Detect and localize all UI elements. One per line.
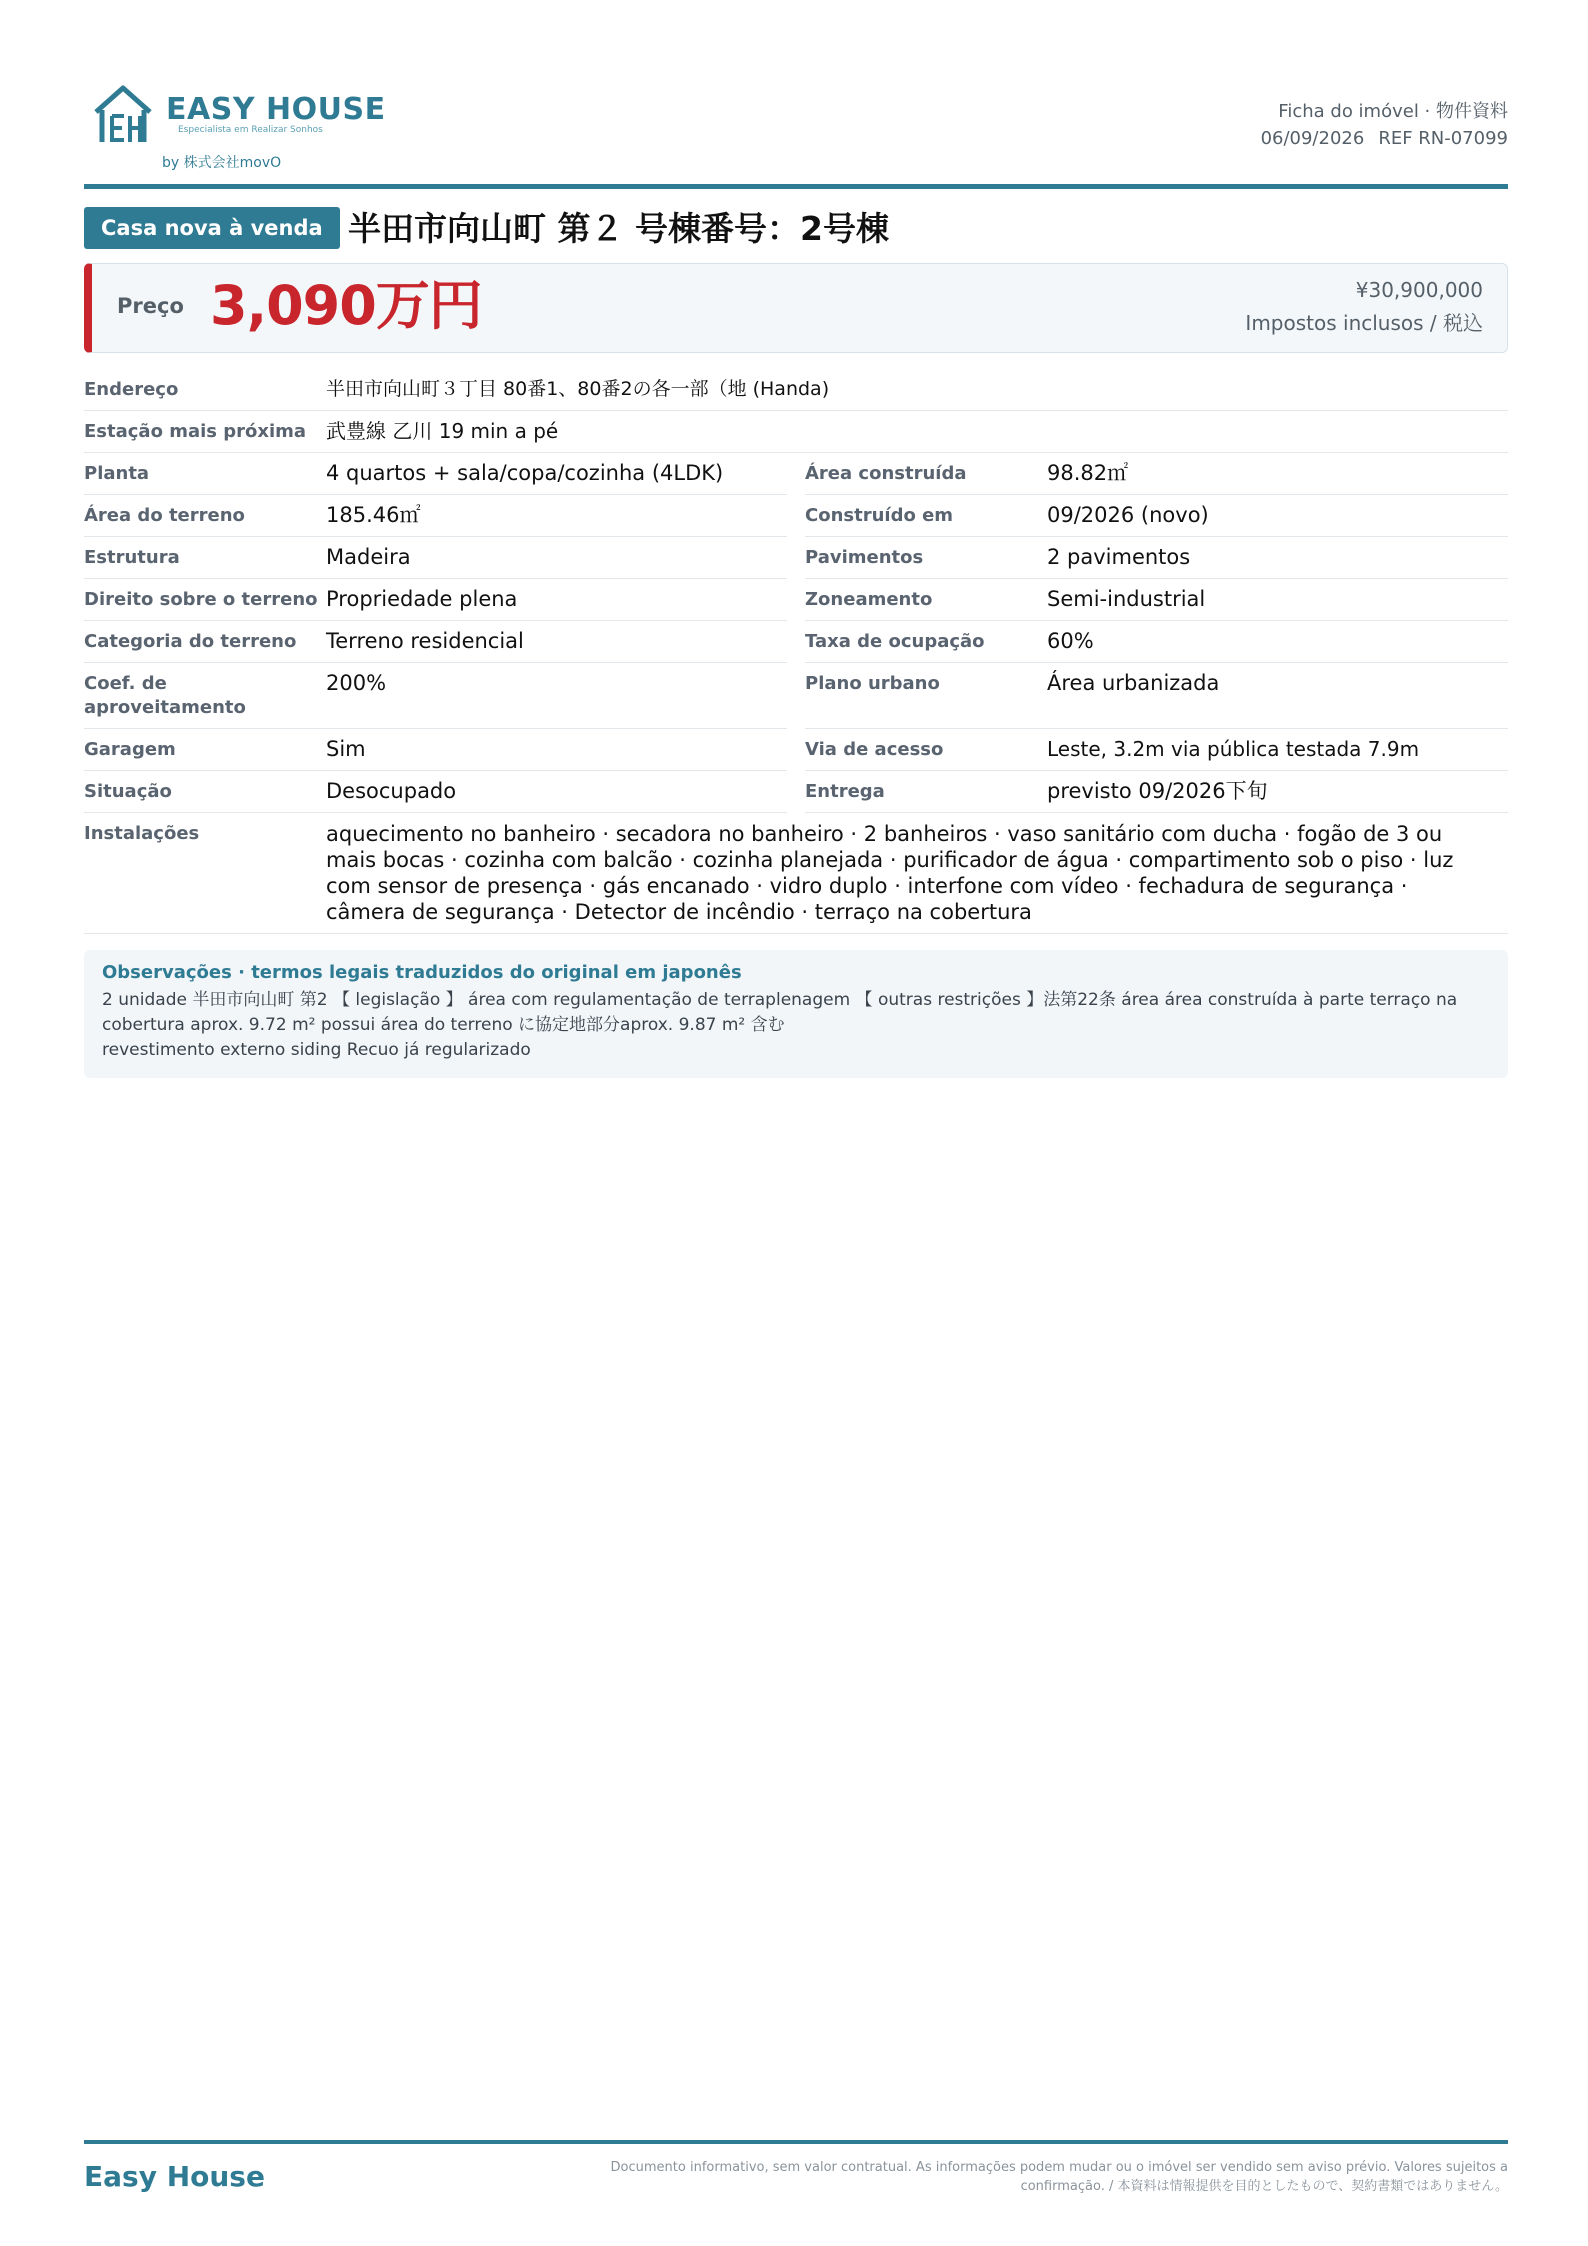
spec-cell — [84, 663, 787, 729]
brand-tagline: Especialista em Realizar Sonhos — [178, 125, 323, 135]
price-tax-note: Impostos inclusos / 税込 — [1245, 311, 1483, 335]
spec-value: 半田市向山町３丁目 80番1、80番2の各一部（地 (Handa) — [326, 378, 830, 400]
spec-label: Coef. de aproveitamento — [84, 673, 246, 718]
document-meta — [1261, 98, 1508, 152]
spec-label: Plano urbano — [805, 673, 940, 694]
spec-label: Estação mais próxima — [84, 421, 307, 442]
spec-value: previsto 09/2026下旬 — [1047, 779, 1268, 803]
spec-cell — [805, 771, 1508, 813]
specs-table — [84, 369, 1508, 934]
price-yen: ¥30,900,000 — [1355, 278, 1483, 302]
date-ref-line — [1261, 125, 1508, 152]
brand-logo — [90, 82, 386, 172]
spec-cell — [84, 453, 787, 495]
spec-label: Entrega — [805, 781, 885, 802]
spec-label: Endereço — [84, 379, 179, 400]
spec-label: Direito sobre o terreno — [84, 589, 318, 610]
spec-row — [84, 663, 1508, 729]
price-value: 3,090万円 — [210, 274, 482, 337]
spec-value: 4 quartos + sala/copa/cozinha (4LDK) — [326, 461, 724, 485]
property-title: 半田市向山町 第２ 号棟番号：2号棟 — [348, 209, 889, 248]
spec-value: 2 pavimentos — [1047, 545, 1191, 569]
spec-cell — [84, 729, 787, 771]
spec-value: 185.46㎡ — [326, 503, 421, 527]
spec-value: Semi-industrial — [1047, 587, 1206, 611]
spec-value: 98.82㎡ — [1047, 461, 1129, 485]
spec-cell — [805, 579, 1508, 621]
notes-line: revestimento externo siding Recuo já regularizado — [102, 1040, 531, 1060]
brand-name: EASY HOUSE — [166, 92, 386, 127]
notes-box — [84, 950, 1508, 1078]
spec-row — [84, 453, 1508, 495]
spec-label: Planta — [84, 463, 150, 484]
spec-row — [84, 621, 1508, 663]
notes-line: 2 unidade 半田市向山町 第2 【 legislação 】 área com regulamentação de terraplenagem 【 outras restrições 】法第22条 área área construída à parte terraço na cobertura aprox. 9.72 m² possui área do terreno に協定地部分aprox. 9.87 m² 含む — [102, 990, 1458, 1035]
price-label: Preço — [117, 294, 184, 318]
spec-value: Leste, 3.2m via pública testada 7.9m — [1047, 737, 1420, 761]
spec-value: 09/2026 (novo) — [1047, 503, 1209, 527]
listing-type-badge: Casa nova à venda — [84, 207, 340, 249]
notes-title: Observações · termos legais traduzidos do original em japonês — [102, 962, 742, 983]
spec-cell — [84, 621, 787, 663]
spec-label: Pavimentos — [805, 547, 924, 568]
brand-company: by 株式会社movO — [162, 155, 282, 171]
spec-label: Garagem — [84, 739, 176, 760]
spec-row-address — [84, 369, 1508, 411]
spec-label: Área construída — [805, 463, 967, 484]
spec-value: Sim — [326, 737, 366, 761]
header — [84, 80, 1508, 180]
footer-disclaimer: Documento informativo, sem valor contratual. As informações podem mudar ou o imóvel ser vendido sem aviso prévio. Valores sujeitos a confirmação. / 本資料は情報提供を目的としたもので、契約書類ではありません。 — [610, 2160, 1508, 2194]
spec-row — [84, 537, 1508, 579]
spec-value: 60% — [1047, 629, 1094, 653]
spec-cell — [805, 537, 1508, 579]
spec-label: Zoneamento — [805, 589, 933, 610]
spec-value: 200% — [326, 671, 387, 695]
spec-row — [84, 495, 1508, 537]
footer-brand: Easy House — [84, 2160, 265, 2193]
footer-divider — [84, 2140, 1508, 2144]
spec-row-station — [84, 411, 1508, 453]
spec-cell — [805, 621, 1508, 663]
spec-cell — [84, 495, 787, 537]
reference-code: REF RN-07099 — [1378, 128, 1508, 149]
spec-cell — [805, 495, 1508, 537]
price-box — [84, 263, 1508, 353]
spec-label: Taxa de ocupação — [805, 631, 985, 652]
facilities-list: aquecimento no banheiro · secadora no banheiro · 2 banheiros · vaso sanitário com ducha · fogão de 3 ou mais bocas · cozinha com balcão · cozinha planejada · purificador de água · compartimento sob o piso · luz com sensor de presença · gás encanado · vidro duplo · interfone com vídeo · fechadura de segurança · câmera de segurança · Detector de incêndio · terraço na cobertura — [326, 822, 1454, 924]
spec-row — [84, 729, 1508, 771]
spec-cell — [805, 453, 1508, 495]
spec-value: Madeira — [326, 545, 411, 569]
spec-row — [84, 771, 1508, 813]
spec-value: Desocupado — [326, 779, 457, 803]
spec-label: Categoria do terreno — [84, 631, 297, 652]
house-logo-icon — [90, 82, 160, 148]
spec-cell — [84, 537, 787, 579]
header-divider — [84, 184, 1508, 189]
spec-label: Área do terreno — [84, 505, 245, 526]
spec-value: Área urbanizada — [1047, 671, 1220, 695]
document-type: Ficha do imóvel · 物件資料 — [1278, 101, 1508, 122]
spec-row — [84, 579, 1508, 621]
spec-row-facilities — [84, 813, 1508, 934]
spec-label: Construído em — [805, 505, 954, 526]
spec-label: Via de acesso — [805, 739, 944, 760]
spec-cell — [84, 771, 787, 813]
spec-cell — [805, 729, 1508, 771]
property-sheet — [84, 0, 1508, 2246]
spec-value: Terreno residencial — [326, 629, 524, 653]
title-row — [84, 207, 1508, 251]
spec-label: Estrutura — [84, 547, 180, 568]
spec-cell — [805, 663, 1508, 729]
document-date: 06/09/2026 — [1260, 128, 1365, 149]
spec-label: Situação — [84, 781, 172, 802]
spec-label: Instalações — [84, 823, 200, 844]
spec-cell — [84, 579, 787, 621]
spec-value: 武豊線 乙川 19 min a pé — [326, 419, 559, 443]
spec-value: Propriedade plena — [326, 587, 518, 611]
